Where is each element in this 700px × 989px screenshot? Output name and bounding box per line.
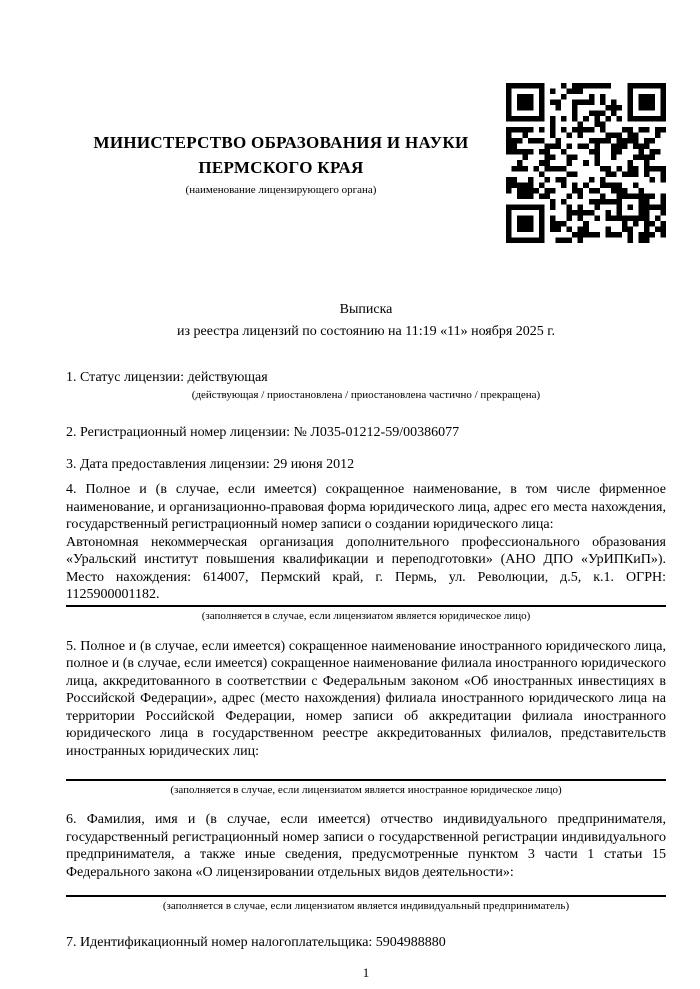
- document-title-line1: Выписка: [339, 302, 393, 317]
- page-number: 1: [362, 965, 370, 980]
- registration-number-text: 2. Регистрационный номер лицензии: № Л035-01212-59/00386077: [66, 425, 460, 440]
- foreign-entity-question: 5. Полное и (в случае, если имеется) сокращенное наименование иностранного юридического лица, полное и (в случае, если имеется) сокращенное наименование филиала иностранного юридического лица, аккредитованного в соответствии с Федеральным законом «Об иностранных инвестициях в Российской Федерации», адрес (место нахождения) филиала иностранного юридического лица на территории Российской Федерации, номер записи об аккредитации филиала иностранного юридического лица в государственном реестре аккредитованных филиалов, представительств иностранных юридических лиц:: [66, 638, 666, 759]
- grant-date-text: 3. Дата предоставления лицензии: 29 июня 2012: [66, 457, 355, 472]
- document-body: [66, 299, 666, 983]
- qr-code-icon: [506, 83, 666, 243]
- license-status-text: 1. Статус лицензии: действующая: [66, 370, 268, 385]
- legal-entity-answer: Автономная некоммерческая организация дополнительного профессионального образования «Уральский институт повышения квалификации и переподготовки» (АНО ДПО «УрИПКиП»). Место нахождения: 614007, Пермский край, г. Пермь, ул. Революции, д.5, к.1. ОГРН: 1125900001182.: [66, 534, 666, 602]
- licensing-authority-caption: (наименование лицензирующего органа): [185, 184, 377, 196]
- document-title: [66, 299, 666, 343]
- foreign-entity-caption: (заполняется в случае, если лицензиатом является иностранное юридическое лицо): [170, 784, 562, 796]
- taxpayer-number-text: 7. Идентификационный номер налогоплательщика: 5904988880: [66, 935, 446, 950]
- license-status-caption: (действующая / приостановлена / приостановлена частично / прекращена): [191, 389, 541, 401]
- foreign-entity-fill-line: [66, 779, 666, 781]
- individual-entrepreneur-caption: (заполняется в случае, если лицензиатом является индивидуальный предприниматель): [162, 900, 570, 912]
- individual-entrepreneur-fill-line: [66, 895, 666, 897]
- legal-entity-question: 4. Полное и (в случае, если имеется) сокращенное наименование, в том числе фирменное наименование, и организационно-правовая форма юридического лица, адрес его места нахождения, государственный регистрационный номер записи о создании юридического лица:: [66, 482, 666, 532]
- legal-entity-caption: (заполняется в случае, если лицензиатом является юридическое лицо): [201, 609, 531, 622]
- document-title-line2: из реестра лицензий по состоянию на 11:19 «11» ноября 2025 г.: [177, 324, 555, 339]
- ministry-name-line2: ПЕРМСКОГО КРАЯ: [198, 158, 364, 177]
- ministry-header: [66, 130, 496, 196]
- legal-entity-fill-line: [66, 605, 666, 607]
- ministry-name-line1: МИНИСТЕРСТВО ОБРАЗОВАНИЯ И НАУКИ: [93, 133, 469, 152]
- individual-entrepreneur-question: 6. Фамилия, имя и (в случае, если имеется) отчество индивидуального предпринимателя, государственный регистрационный номер записи о государственной регистрации индивидуального предпринимателя, а также иные сведения, предусмотренные пунктом 3 части 1 статьи 15 Федерального закона «О лицензировании отдельных видов деятельности»:: [66, 812, 666, 880]
